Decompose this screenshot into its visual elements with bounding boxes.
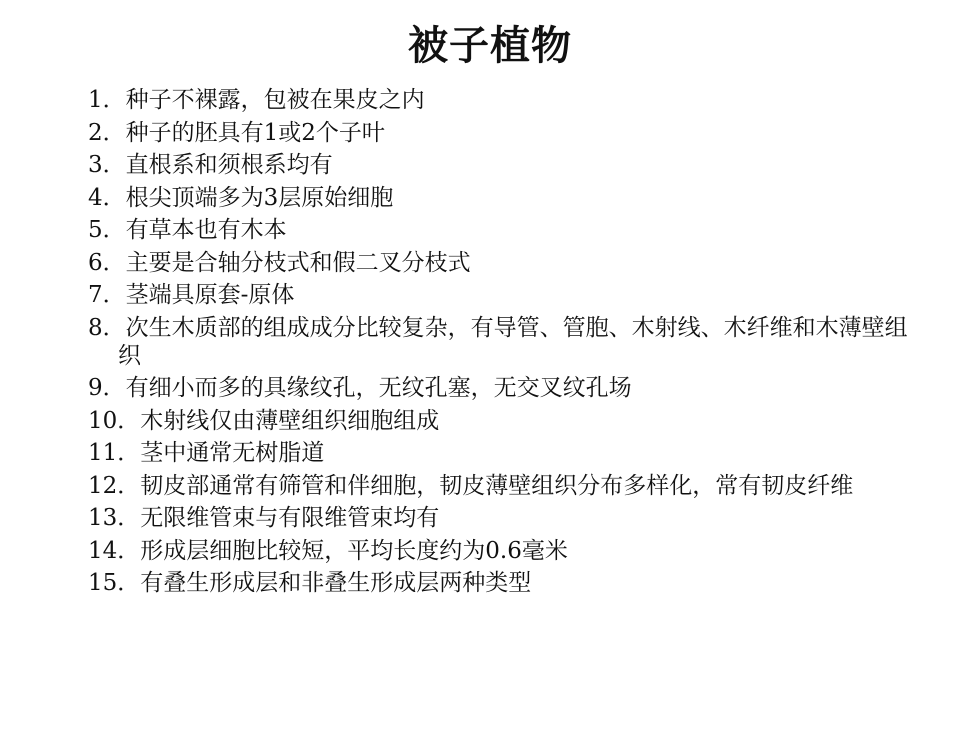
list-item: [88, 407, 908, 435]
item-number: 6．: [88, 249, 126, 276]
list-item: [88, 119, 908, 147]
list-item: [88, 249, 908, 277]
item-text: 无限维管束与有限维管束均有: [140, 505, 440, 531]
item-number: 15．: [88, 570, 141, 596]
item-number: 2．: [88, 119, 126, 146]
item-number: 7．: [88, 282, 126, 308]
list-item: [88, 439, 908, 467]
list-item: [88, 504, 908, 532]
item-number: 11．: [88, 440, 141, 466]
list-item: [88, 281, 908, 309]
item-text: 次生木质部的组成成分比较复杂，有导管、管胞、木射线、木纤维和木薄壁组织: [118, 314, 908, 369]
item-number: 3．: [88, 152, 126, 178]
list-item: [88, 472, 908, 500]
item-text: 有草本也有木本: [125, 217, 287, 243]
list-item: [88, 569, 908, 597]
item-number: 1．: [88, 87, 126, 113]
item-text: 茎中通常无树脂道: [140, 440, 325, 466]
feature-list: [88, 86, 908, 602]
item-number: 8．: [88, 314, 126, 341]
item-text: 有叠生形成层和非叠生形成层两种类型: [140, 570, 532, 596]
list-item: [88, 314, 908, 370]
item-text: 木射线仅由薄壁组织细胞组成: [140, 407, 440, 434]
list-item: [88, 537, 908, 565]
list-item: [88, 151, 908, 179]
item-number: 5．: [88, 217, 126, 243]
item-text: 种子的胚具有1或2个子叶: [125, 119, 385, 146]
item-text: 韧皮部通常有筛管和伴细胞，韧皮薄壁组织分布多样化，常有韧皮纤维: [140, 472, 854, 499]
item-text: 主要是合轴分枝式和假二叉分枝式: [125, 249, 471, 276]
list-item: [88, 184, 908, 212]
item-text: 直根系和须根系均有: [125, 152, 333, 178]
item-text: 形成层细胞比较短，平均长度约为0.6毫米: [140, 537, 568, 564]
slide-title: 被子植物: [408, 22, 572, 69]
item-number: 13．: [88, 505, 141, 531]
item-number: 10．: [88, 407, 141, 434]
item-text: 种子不裸露，包被在果皮之内: [125, 87, 425, 113]
item-text: 有细小而多的具缘纹孔，无纹孔塞，无交叉纹孔场: [125, 375, 632, 401]
item-number: 4．: [88, 184, 126, 211]
item-text: 根尖顶端多为3层原始细胞: [125, 184, 394, 211]
list-item: [88, 86, 908, 114]
item-number: 12．: [88, 472, 141, 499]
list-item: [88, 374, 908, 402]
item-number: 9．: [88, 375, 126, 401]
list-item: [88, 216, 908, 244]
item-number: 14．: [88, 537, 141, 564]
item-text: 茎端具原套-原体: [125, 282, 295, 308]
